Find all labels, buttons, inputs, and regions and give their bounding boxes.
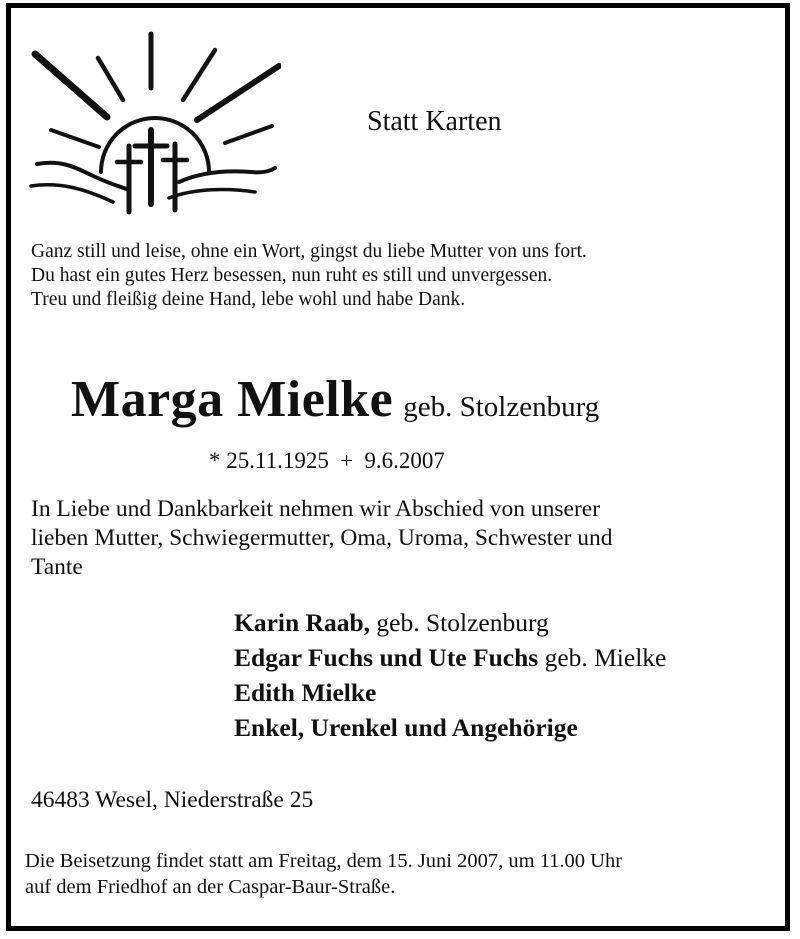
death-symbol: + <box>340 448 354 473</box>
life-dates <box>209 448 445 474</box>
deceased-name: Marga Mielke <box>71 371 394 428</box>
obituary-frame <box>6 3 790 931</box>
farewell-line: lieben Mutter, Schwiegermutter, Oma, Uroma, Schwester und <box>31 525 613 551</box>
mourner-entry <box>234 640 666 675</box>
sunrise-three-crosses-icon <box>29 22 281 222</box>
poem-line: Du hast ein gutes Herz besessen, nun ruht es still und unvergessen. <box>31 265 553 286</box>
funeral-line: Die Beisetzung findet statt am Freitag, dem 15. Juni 2007, um 11.00 Uhr <box>25 850 623 872</box>
deceased-maiden-name: geb. Stolzenburg <box>403 391 600 423</box>
mourner-entry <box>234 710 666 745</box>
mourner-name: Edgar Fuchs und Ute Fuchs <box>234 643 539 672</box>
farewell-line: Tante <box>31 554 83 580</box>
mourner-note: geb. Stolzenburg <box>376 608 549 637</box>
farewell-line: In Liebe und Dankbarkeit nehmen wir Abschied von unserer <box>31 496 601 522</box>
mourner-entry <box>234 605 666 640</box>
death-date: 9.6.2007 <box>364 448 445 473</box>
farewell-text <box>31 495 613 582</box>
mourner-name: Edith Mielke <box>234 678 377 707</box>
poem-line: Ganz still und leise, ohne ein Wort, gingst du liebe Mutter von uns fort. <box>31 241 587 262</box>
poem <box>31 240 587 312</box>
mourner-name: Enkel, Urenkel und Angehörige <box>234 713 578 742</box>
birth-date: * 25.11.1925 <box>209 448 329 473</box>
mourner-entry <box>234 675 666 710</box>
poem-line: Treu und fleißig deine Hand, lebe wohl und habe Dank. <box>31 289 466 310</box>
header-statt-karten: Statt Karten <box>367 106 502 137</box>
mourner-name: Karin Raab, <box>234 608 371 637</box>
deceased-name-line <box>71 370 599 429</box>
mourners-list <box>234 605 666 745</box>
family-address: 46483 Wesel, Niederstraße 25 <box>31 787 314 813</box>
funeral-notice <box>25 848 622 900</box>
mourner-note: geb. Mielke <box>544 643 667 672</box>
funeral-line: auf dem Friedhof an der Caspar-Baur-Straße. <box>25 876 396 898</box>
